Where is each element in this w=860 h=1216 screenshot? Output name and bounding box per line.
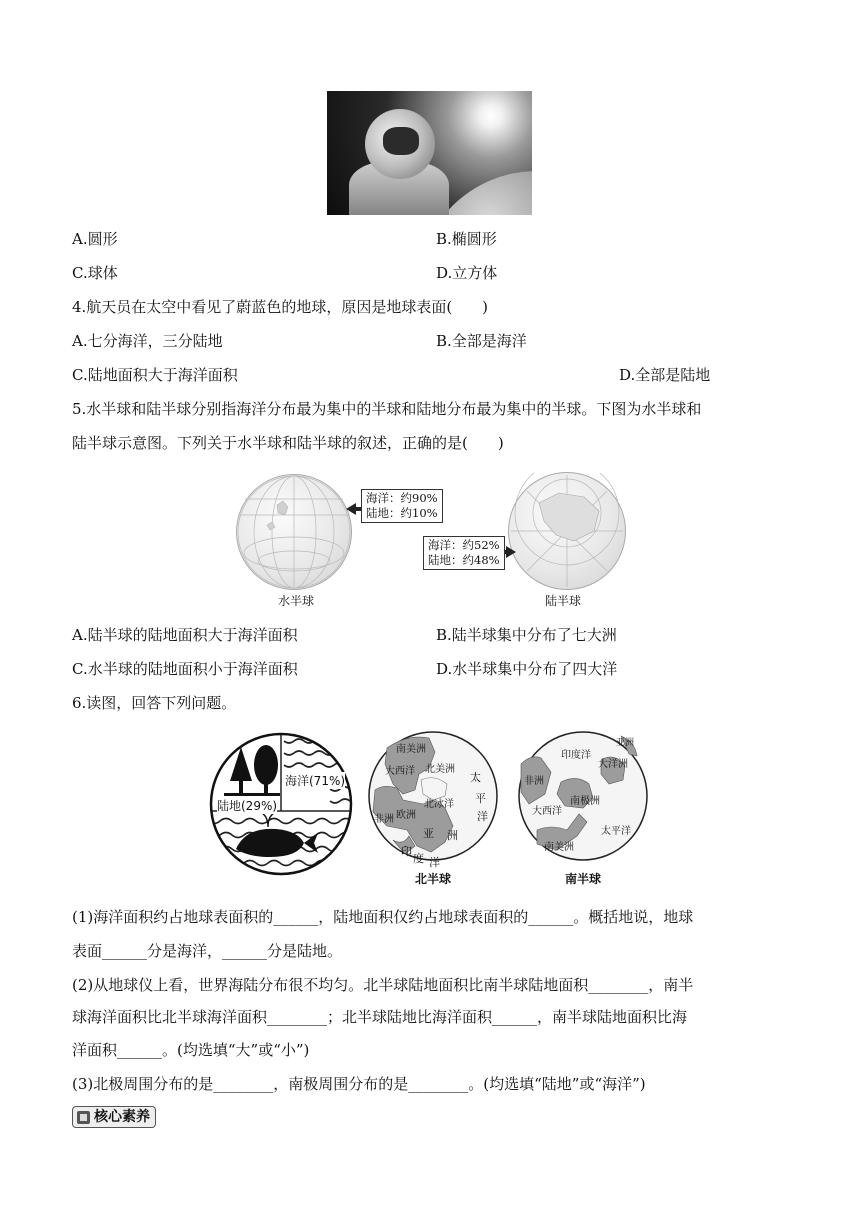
section-badge-label: 核心素养	[94, 1109, 150, 1125]
land-hemisphere-stats	[423, 536, 505, 570]
north-label-south-america: 南美洲	[396, 744, 426, 755]
south-label-africa: 非洲	[524, 776, 544, 787]
south-label-south-america: 南美洲	[544, 842, 574, 853]
q5-stem-line2: 陆半球示意图。下列关于水半球和陆半球的叙述，正确的是( )	[72, 434, 504, 452]
q4-option-a: A.七分海洋，三分陆地	[72, 332, 223, 350]
q4-stem: 4.航天员在太空中看见了蔚蓝色的地球，原因是地球表面( )	[72, 298, 489, 316]
cube-icon	[77, 1111, 90, 1124]
q6-part1-line2: 表面______分是海洋，______分是陆地。	[72, 942, 343, 960]
land-ocean-pct: 海洋：约52%	[428, 538, 500, 552]
q6-part2-line3: 洋面积______。(均选填“大”或“小”)	[72, 1041, 310, 1059]
q5-option-a: A.陆半球的陆地面积大于海洋面积	[72, 626, 298, 644]
water-hemisphere-caption: 水半球	[278, 594, 315, 608]
south-label-oceania: 大洋洲	[598, 759, 628, 770]
land-land-pct: 陆地：约48%	[428, 553, 500, 567]
north-label-europe: 欧洲	[396, 810, 416, 821]
south-label-asia: 亚洲	[616, 738, 635, 748]
north-label-yang2: 洋	[429, 856, 440, 869]
water-hemisphere-globe	[236, 474, 352, 590]
north-label-arctic: 北冰洋	[424, 799, 454, 810]
q5-option-c: C.水半球的陆地面积小于海洋面积	[72, 660, 298, 678]
north-label-yang: 洋	[477, 810, 488, 823]
q5-stem-line1: 5.水半球和陆半球分别指海洋分布最为集中的半球和陆地分布最为集中的半球。下图为水半球和	[72, 400, 702, 418]
q4-option-d: D.全部是陆地	[619, 366, 711, 384]
q5-option-d: D.水半球集中分布了四大洋	[436, 660, 618, 678]
q3-option-b: B.椭圆形	[436, 230, 497, 248]
water-hemisphere-stats	[361, 489, 443, 523]
water-land-pct: 陆地：约10%	[366, 506, 438, 520]
north-label-tai: 太	[470, 771, 481, 784]
q5-option-b: B.陆半球集中分布了七大洲	[436, 626, 617, 644]
south-label-pacific: 太平洋	[601, 826, 631, 837]
q6-part2-line1: (2)从地球仪上看，世界海陆分布很不均匀。北半球陆地面积比南半球陆地面积________，南半	[72, 976, 694, 994]
south-label-antarctica: 南极洲	[570, 796, 600, 807]
ocean-pct-label: 海洋(71%)	[285, 774, 346, 788]
south-label-indian-ocean: 印度洋	[561, 750, 591, 761]
southern-hemisphere-caption: 南半球	[565, 872, 602, 886]
q6-stem: 6.读图，回答下列问题。	[72, 694, 237, 712]
q6-part2-line2: 球海洋面积比北半球海洋面积________；北半球陆地比海洋面积______，南半球陆地面积比海	[72, 1008, 688, 1026]
q4-option-b: B.全部是海洋	[436, 332, 527, 350]
q6-part1-line1: (1)海洋面积约占地球表面积的______，陆地面积仅约占地球表面积的______。概括地说，地球	[72, 908, 694, 926]
q3-option-a: A.圆形	[72, 230, 118, 248]
q4-option-c: C.陆地面积大于海洋面积	[72, 366, 238, 384]
north-label-africa: 非洲	[374, 814, 394, 825]
astronaut-photo	[327, 91, 532, 215]
section-badge	[72, 1106, 156, 1128]
q3-option-d: D.立方体	[436, 264, 498, 282]
q3-option-c: C.球体	[72, 264, 118, 282]
north-label-ping: 平	[475, 792, 486, 805]
north-label-zhou: 洲	[447, 829, 458, 842]
south-label-atlantic: 大西洋	[532, 806, 562, 817]
north-label-yin: 印	[401, 845, 412, 858]
northern-hemisphere-caption: 北半球	[415, 872, 452, 886]
north-label-north-america: 北美洲	[425, 764, 455, 775]
land-hemisphere-globe	[508, 472, 626, 590]
north-label-du: 度	[413, 852, 424, 865]
water-ocean-pct: 海洋：约90%	[366, 491, 438, 505]
north-label-ya: 亚	[423, 827, 434, 840]
q6-part3: (3)北极周围分布的是________，南极周围分布的是________。(均选填“陆地”或“海洋”)	[72, 1075, 646, 1093]
land-hemisphere-caption: 陆半球	[545, 594, 582, 608]
land-pct-label: 陆地(29%)	[217, 799, 278, 813]
north-label-atlantic: 大西洋	[385, 766, 415, 777]
